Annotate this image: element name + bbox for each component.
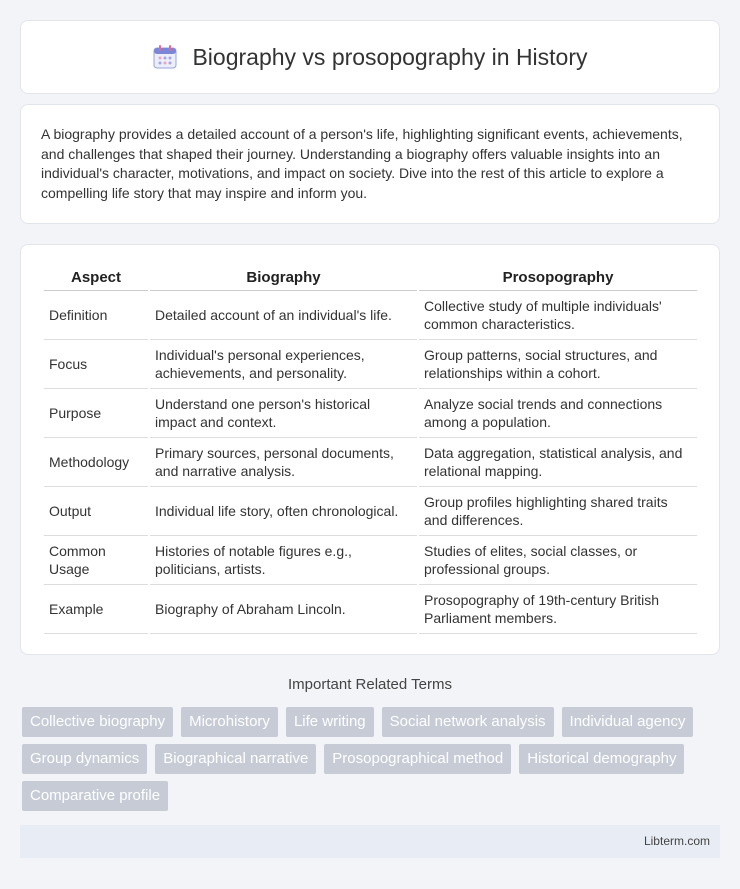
related-term-tag[interactable]: Comparative profile (22, 781, 168, 811)
row-prosopography: Analyze social trends and connections among a population. (419, 389, 697, 438)
related-term-tag[interactable]: Social network analysis (382, 707, 554, 737)
row-prosopography: Data aggregation, statistical analysis, and relational mapping. (419, 438, 697, 487)
row-aspect: Purpose (44, 389, 148, 438)
table-row (44, 340, 697, 389)
table-row (44, 487, 697, 536)
comparison-table (42, 265, 699, 634)
table-header-row (44, 265, 697, 291)
table-row (44, 536, 697, 585)
column-header-biography: Biography (150, 265, 417, 291)
related-term-tag[interactable]: Historical demography (519, 744, 684, 774)
row-biography: Individual life story, often chronological. (150, 487, 417, 536)
row-biography: Individual's personal experiences, achievements, and personality. (150, 340, 417, 389)
row-biography: Biography of Abraham Lincoln. (150, 585, 417, 634)
page-title: Biography vs prosopography in History (192, 43, 588, 70)
related-term-tag[interactable]: Microhistory (181, 707, 278, 737)
intro-card (20, 104, 720, 224)
related-terms-title: Important Related Terms (288, 676, 452, 693)
row-aspect: Common Usage (44, 536, 148, 585)
row-biography: Detailed account of an individual's life. (150, 291, 417, 340)
related-terms-list (22, 707, 722, 818)
title-card (20, 20, 720, 94)
related-term-tag[interactable]: Biographical narrative (155, 744, 316, 774)
related-term-tag[interactable]: Prosopographical method (324, 744, 511, 774)
row-aspect: Output (44, 487, 148, 536)
row-aspect: Methodology (44, 438, 148, 487)
related-term-tag[interactable]: Life writing (286, 707, 374, 737)
row-aspect: Example (44, 585, 148, 634)
comparison-card (20, 244, 720, 655)
footer-site-link[interactable]: Libterm.com (643, 834, 710, 848)
table-row (44, 389, 697, 438)
column-header-prosopography: Prosopography (419, 265, 697, 291)
row-aspect: Focus (44, 340, 148, 389)
intro-text: A biography provides a detailed account of a person's life, highlighting significant events, achievements, and challenges that shaped their journey. Understanding a biography offers valuable insights into an individual's character, motivations, and impact on society. Dive into the rest of this article to explore a compelling life story that may inspire and inform you. (41, 126, 683, 201)
row-prosopography: Group profiles highlighting shared traits and differences. (419, 487, 697, 536)
table-row (44, 585, 697, 634)
row-aspect: Definition (44, 291, 148, 340)
row-biography: Histories of notable figures e.g., politicians, artists. (150, 536, 417, 585)
related-term-tag[interactable]: Individual agency (562, 707, 694, 737)
row-prosopography: Group patterns, social structures, and relationships within a cohort. (419, 340, 697, 389)
table-row (44, 438, 697, 487)
column-header-aspect: Aspect (44, 265, 148, 291)
row-prosopography: Collective study of multiple individuals' common characteristics. (419, 291, 697, 340)
footer (20, 825, 720, 858)
row-prosopography: Prosopography of 19th-century British Parliament members. (419, 585, 697, 634)
row-biography: Understand one person's historical impact and context. (150, 389, 417, 438)
row-prosopography: Studies of elites, social classes, or professional groups. (419, 536, 697, 585)
calendar-icon (152, 44, 178, 70)
table-row (44, 291, 697, 340)
related-term-tag[interactable]: Collective biography (22, 707, 173, 737)
row-biography: Primary sources, personal documents, and narrative analysis. (150, 438, 417, 487)
related-term-tag[interactable]: Group dynamics (22, 744, 147, 774)
